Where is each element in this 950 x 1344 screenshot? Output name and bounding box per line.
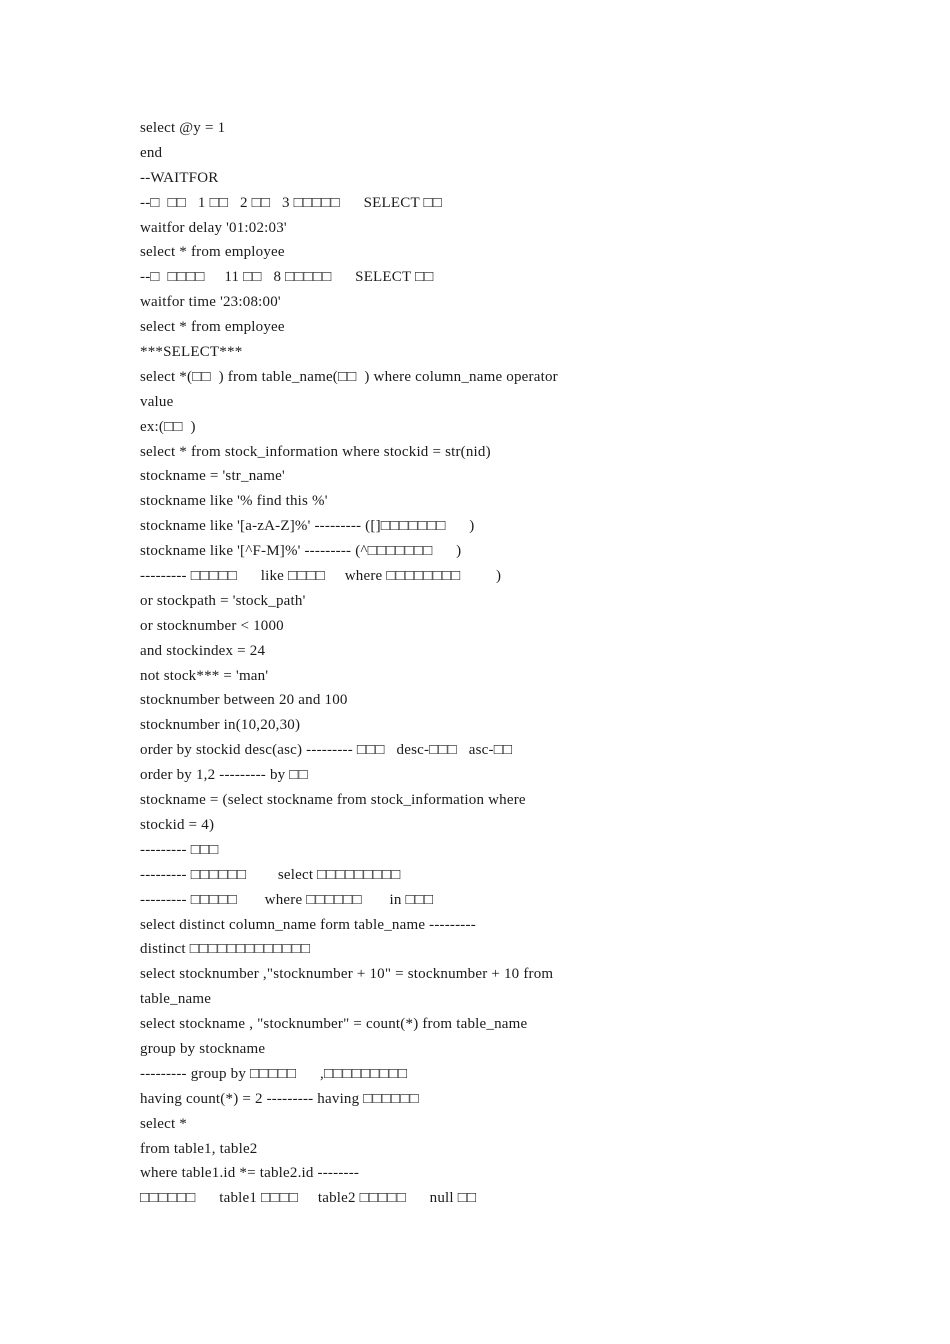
code-line: select * from employee [140,319,285,336]
code-line: stockname = (select stockname from stock_information where [140,792,526,809]
code-line: □□□□□□ table1 □□□□ table2 □□□□□ null □□ [140,1190,477,1207]
sql-code-listing [140,116,700,1211]
code-line: select stockname , "stocknumber" = count(*) from table_name [140,1016,528,1033]
code-line: select * from employee [140,244,285,261]
code-line: --------- □□□ [140,841,219,858]
code-line: select * from stock_information where stockid = str(nid) [140,443,491,460]
code-line: and stockindex = 24 [140,642,266,659]
code-line: order by stockid desc(asc) --------- □□□ desc-□□□ asc-□□ [140,742,513,759]
code-line: --□ □□ 1 □□ 2 □□ 3 □□□□□ SELECT □□ [140,194,443,211]
code-line: --------- □□□□□ like □□□□ where □□□□□□□□ ) [140,568,502,585]
code-line: or stocknumber < 1000 [140,617,284,634]
code-line: or stockpath = 'stock_path' [140,592,306,609]
code-line: order by 1,2 --------- by □□ [140,767,308,784]
code-line: waitfor time '23:08:00' [140,294,281,311]
code-line: select distinct column_name form table_name --------- [140,916,476,933]
code-line: select *(□□ ) from table_name(□□ ) where column_name operator [140,368,558,385]
code-line: not stock*** = 'man' [140,667,269,684]
code-line: stockid = 4) [140,816,215,833]
code-line: table_name [140,991,212,1008]
code-line: having count(*) = 2 --------- having □□□□□□ [140,1090,419,1107]
code-line: group by stockname [140,1040,266,1057]
code-line: stocknumber in(10,20,30) [140,717,301,734]
code-line: --------- □□□□□□ select □□□□□□□□□ [140,866,401,883]
code-line: value [140,393,174,410]
code-line: from table1, table2 [140,1140,258,1157]
code-line: select * [140,1115,187,1132]
code-line: --WAITFOR [140,169,219,186]
code-line: ***SELECT*** [140,344,243,361]
code-line: end [140,144,163,161]
code-line: --------- □□□□□ where □□□□□□ in □□□ [140,891,434,908]
code-line: stocknumber between 20 and 100 [140,692,348,709]
code-line: ex:(□□ ) [140,418,196,435]
code-line: stockname like '% find this %' [140,493,328,510]
code-line: waitfor delay '01:02:03' [140,219,287,236]
code-line: --------- group by □□□□□ ,□□□□□□□□□ [140,1065,408,1082]
code-line: stockname like '[a-zA-Z]%' --------- ([]□□□□□□□ ) [140,518,475,535]
code-line: --□ □□□□ 11 □□ 8 □□□□□ SELECT □□ [140,269,434,286]
code-line: where table1.id *= table2.id -------- [140,1165,360,1182]
code-line: distinct □□□□□□□□□□□□□ [140,941,311,958]
code-line: stockname like '[^F-M]%' --------- (^□□□□□□□ ) [140,543,462,560]
code-line: stockname = 'str_name' [140,468,285,485]
code-line: select @y = 1 [140,120,226,136]
code-line: select stocknumber ,"stocknumber + 10" = stocknumber + 10 from [140,966,554,983]
